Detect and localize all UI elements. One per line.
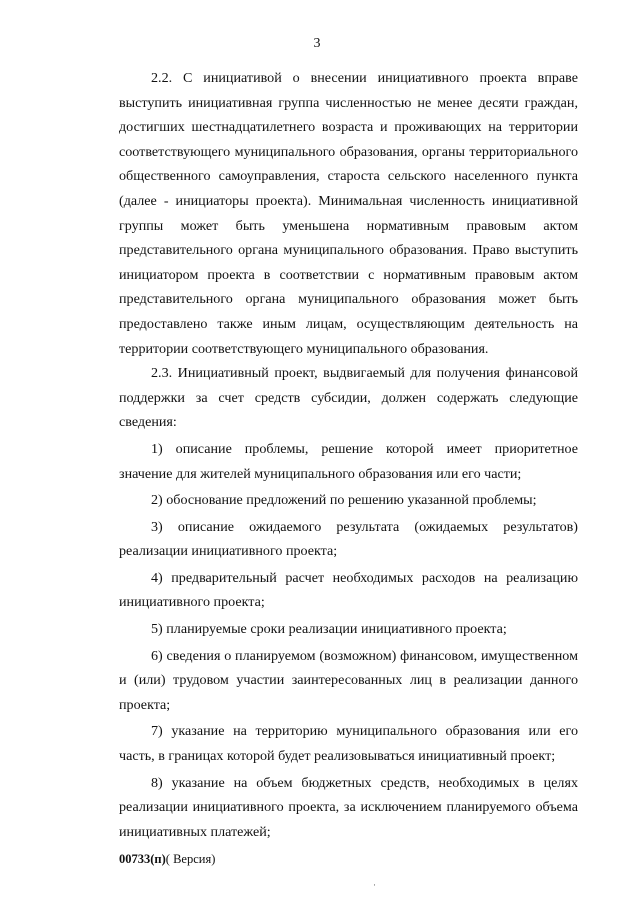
list-item-8: 8) указание на объем бюджетных средств, необходимых в целях реализации инициативного проекта, за исключением планируемого объема инициативных платежей;	[119, 774, 578, 840]
document-code: 00733(п)	[119, 852, 166, 866]
paragraph-2-3: 2.3. Инициативный проект, выдвигаемый для получения финансовой поддержки за счет средств субсидии, должен содержать следующие сведения:	[119, 365, 578, 431]
document-footer	[119, 852, 215, 867]
paragraph-2-2: 2.2. С инициативой о внесении инициативного проекта вправе выступить инициативная группа численностью не менее десяти граждан, достигших шестнадцатилетнего возраста и проживающих на территории соответствующего муниципального образования, органы территориального общественного самоуправления, староста сельского населенного пункта (далее - инициаторы проекта). Минимальная численность инициативной группы может быть уменьшена нормативным правовым актом представительного органа муниципального образования. Право выступить инициатором проекта в соответствии с нормативным правовым актом представительного органа муниципального образования может быть предоставлено также иным лицам, осуществляющим деятельность на территории соответствующего муниципального образования.	[119, 70, 578, 357]
list-item-6: 6) сведения о планируемом (возможном) финансовом, имущественном и (или) трудовом участии заинтересованных лиц в реализации данного проекта;	[119, 647, 578, 713]
page-number: 3	[313, 36, 321, 51]
list-item-3: 3) описание ожидаемого результата (ожидаемых результатов) реализации инициативного проекта;	[119, 518, 578, 560]
list-item-2: 2) обоснование предложений по решению указанной проблемы;	[151, 492, 537, 509]
scan-speck: ·	[373, 880, 376, 890]
document-version: ( Версия)	[165, 852, 216, 866]
document-body	[119, 66, 578, 844]
list-item-1: 1) описание проблемы, решение которой имеет приоритетное значение для жителей муниципального образования или его части;	[119, 440, 578, 482]
list-item-7: 7) указание на территорию муниципального образования или его часть, в границах которой будет реализовываться инициативный проект;	[119, 723, 578, 765]
list-item-5: 5) планируемые сроки реализации инициативного проекта;	[151, 621, 507, 638]
list-item-4: 4) предварительный расчет необходимых расходов на реализацию инициативного проекта;	[119, 569, 578, 611]
